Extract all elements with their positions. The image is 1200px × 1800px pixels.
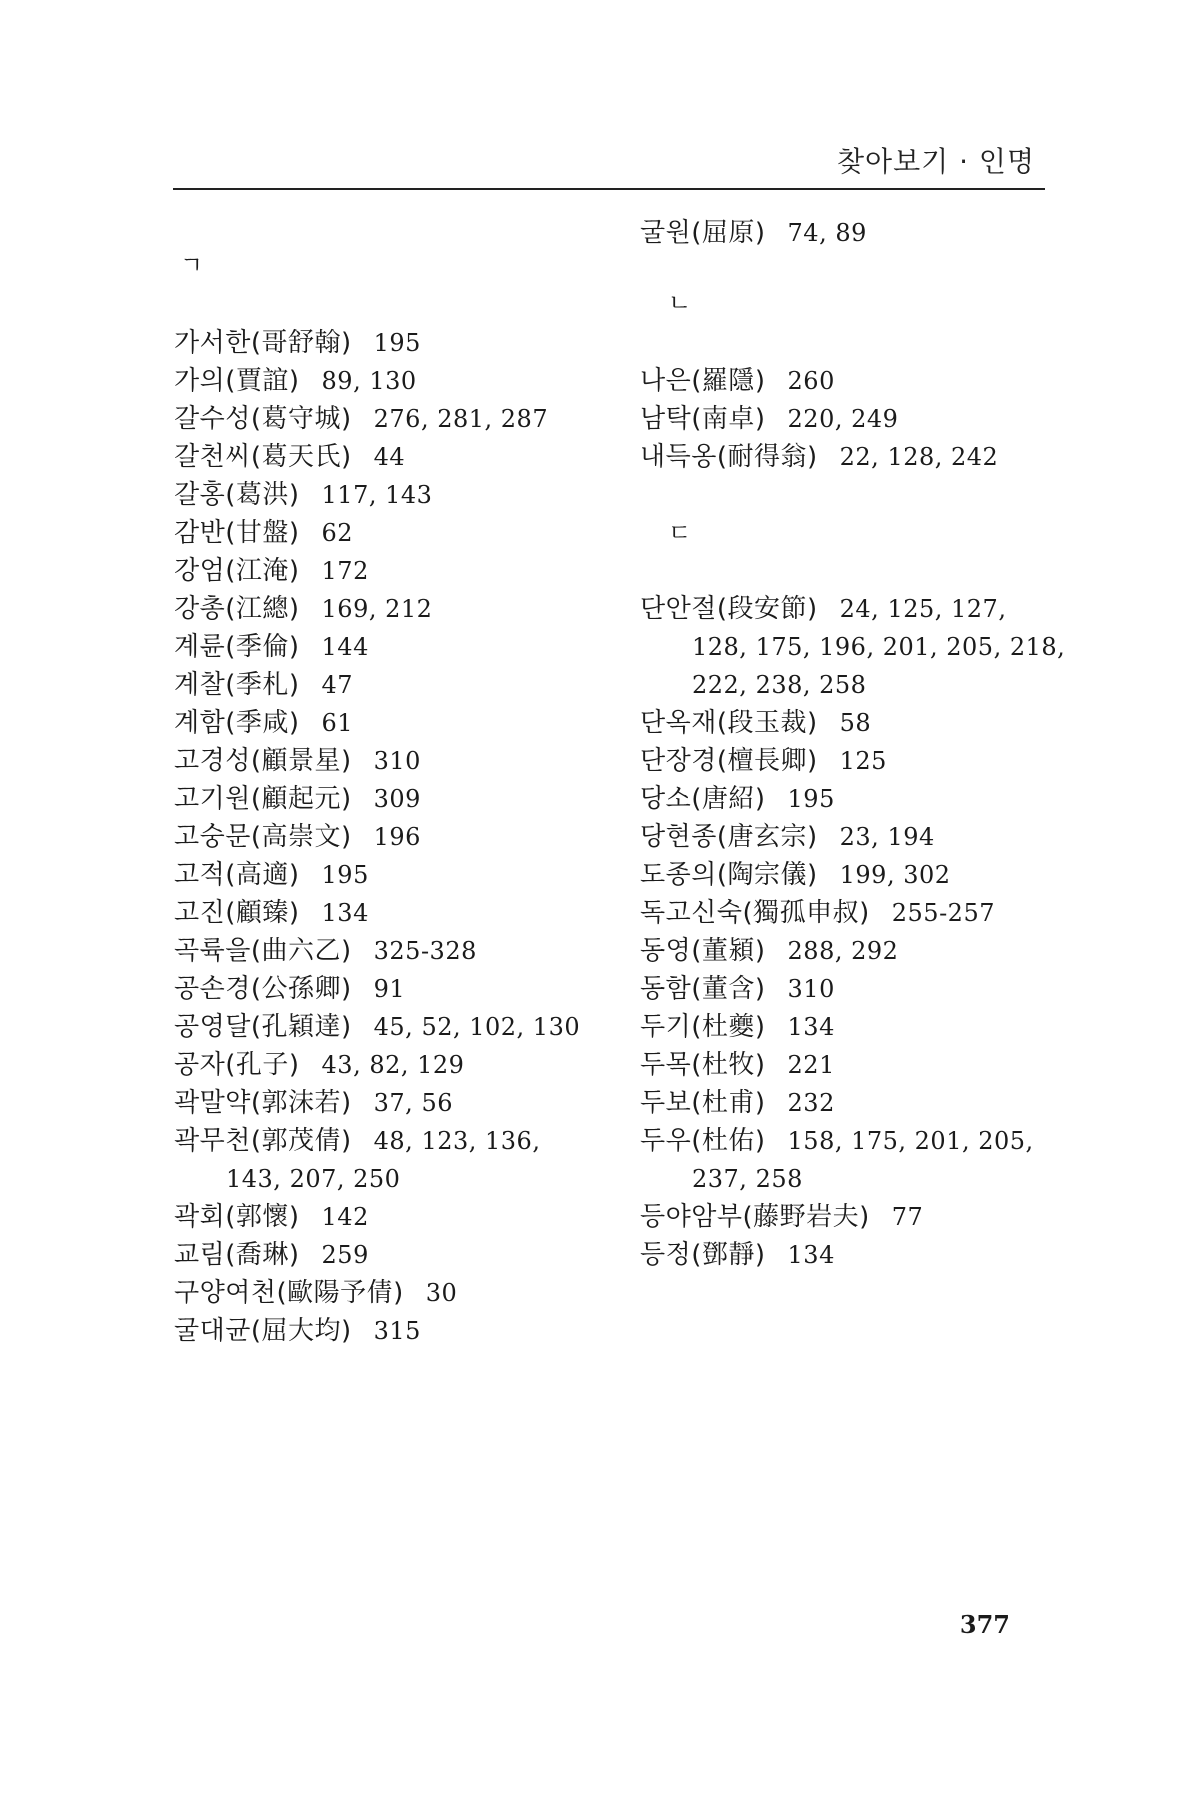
entry-name: 곡륙을(曲六乙) bbox=[174, 936, 352, 966]
section-letter-nieun: ㄴ bbox=[668, 289, 692, 317]
index-entry bbox=[640, 784, 835, 814]
entry-name: 동영(董潁) bbox=[640, 936, 766, 966]
index-entry bbox=[640, 746, 887, 776]
entry-pages: 77 bbox=[891, 1203, 924, 1231]
entry-name: 감반(甘盤) bbox=[174, 518, 300, 548]
entry-name: 고숭문(高崇文) bbox=[174, 822, 352, 852]
index-entry bbox=[640, 822, 935, 852]
index-entry bbox=[640, 860, 951, 890]
index-entry bbox=[640, 594, 1006, 624]
entry-pages: 23, 194 bbox=[839, 823, 935, 851]
index-entry bbox=[640, 404, 898, 434]
entry-name: 두우(杜佑) bbox=[640, 1126, 766, 1156]
index-entry bbox=[174, 594, 432, 624]
index-entry bbox=[174, 1050, 464, 1080]
entry-pages-continuation: 222, 238, 258 bbox=[692, 671, 867, 699]
entry-pages: 260 bbox=[787, 367, 835, 395]
entry-name: 공자(孔子) bbox=[174, 1050, 300, 1080]
entry-pages: 158, 175, 201, 205, bbox=[787, 1127, 1034, 1155]
entry-name: 곽무천(郭茂倩) bbox=[174, 1126, 352, 1156]
entry-pages: 61 bbox=[321, 709, 354, 737]
index-entry bbox=[640, 708, 871, 738]
index-entry bbox=[174, 860, 369, 890]
index-entry bbox=[640, 974, 835, 1004]
entry-name: 당현종(唐玄宗) bbox=[640, 822, 818, 852]
section-letter-giyeok: ㄱ bbox=[180, 251, 204, 279]
entry-pages: 195 bbox=[787, 785, 835, 813]
entry-pages-continuation: 237, 258 bbox=[692, 1165, 803, 1193]
entry-name: 단안절(段安節) bbox=[640, 594, 818, 624]
entry-pages: 58 bbox=[839, 709, 872, 737]
entry-name: 곽회(郭懷) bbox=[174, 1202, 300, 1232]
entry-pages: 172 bbox=[321, 557, 369, 585]
index-entry bbox=[640, 1240, 835, 1270]
page-number: 377 bbox=[959, 1610, 1010, 1639]
entry-pages: 288, 292 bbox=[787, 937, 899, 965]
header-rule bbox=[173, 188, 1045, 190]
index-entry bbox=[174, 670, 353, 700]
entry-name: 굴원(屈原) bbox=[640, 218, 766, 248]
entry-pages: 310 bbox=[787, 975, 835, 1003]
entry-name: 두보(杜甫) bbox=[640, 1088, 766, 1118]
index-entry bbox=[640, 442, 998, 472]
entry-name: 내득옹(耐得翁) bbox=[640, 442, 818, 472]
entry-name: 계함(季咸) bbox=[174, 708, 300, 738]
index-entry bbox=[640, 1202, 923, 1232]
entry-pages: 325-328 bbox=[373, 937, 477, 965]
entry-name: 독고신숙(獨孤申叔) bbox=[640, 898, 870, 928]
entry-pages: 117, 143 bbox=[321, 481, 433, 509]
entry-name: 고진(顧臻) bbox=[174, 898, 300, 928]
entry-name: 동함(董含) bbox=[640, 974, 766, 1004]
entry-name: 고기원(顧起元) bbox=[174, 784, 352, 814]
entry-name: 나은(羅隱) bbox=[640, 366, 766, 396]
entry-pages: 259 bbox=[321, 1241, 369, 1269]
running-head: 찾아보기 · 인명 bbox=[837, 145, 1035, 178]
entry-pages-continuation: 143, 207, 250 bbox=[226, 1165, 401, 1193]
entry-pages: 221 bbox=[787, 1051, 835, 1079]
section-letter-digeut: ㄷ bbox=[668, 519, 692, 547]
entry-name: 두기(杜夔) bbox=[640, 1012, 766, 1042]
entry-pages: 142 bbox=[321, 1203, 369, 1231]
entry-name: 고경성(顧景星) bbox=[174, 746, 352, 776]
index-entry bbox=[174, 1278, 457, 1308]
index-entry bbox=[640, 366, 835, 396]
index-entry bbox=[640, 1050, 835, 1080]
entry-name: 단옥재(段玉裁) bbox=[640, 708, 818, 738]
entry-pages: 48, 123, 136, bbox=[373, 1127, 541, 1155]
entry-pages: 37, 56 bbox=[373, 1089, 453, 1117]
entry-name: 강총(江總) bbox=[174, 594, 300, 624]
entry-name: 단장경(檀長卿) bbox=[640, 746, 818, 776]
entry-pages-continuation: 128, 175, 196, 201, 205, 218, bbox=[692, 633, 1066, 661]
entry-pages: 134 bbox=[787, 1241, 835, 1269]
entry-name: 등야암부(藤野岩夫) bbox=[640, 1202, 870, 1232]
entry-name: 갈천씨(葛天氏) bbox=[174, 442, 352, 472]
entry-pages: 134 bbox=[787, 1013, 835, 1041]
index-entry bbox=[174, 518, 353, 548]
entry-name: 갈홍(葛洪) bbox=[174, 480, 300, 510]
index-entry bbox=[640, 218, 867, 248]
entry-name: 당소(唐紹) bbox=[640, 784, 766, 814]
entry-pages: 22, 128, 242 bbox=[839, 443, 999, 471]
entry-name: 계찰(季札) bbox=[174, 670, 300, 700]
entry-pages: 196 bbox=[373, 823, 421, 851]
index-entry bbox=[174, 898, 369, 928]
entry-pages: 195 bbox=[321, 861, 369, 889]
entry-name: 굴대균(屈大均) bbox=[174, 1316, 352, 1346]
entry-pages: 91 bbox=[373, 975, 406, 1003]
entry-pages: 232 bbox=[787, 1089, 835, 1117]
index-entry bbox=[640, 898, 995, 928]
entry-pages: 47 bbox=[321, 671, 354, 699]
entry-name: 가서한(哥舒翰) bbox=[174, 328, 352, 358]
index-entry bbox=[174, 1240, 369, 1270]
index-entry bbox=[174, 936, 477, 966]
index-entry bbox=[174, 708, 353, 738]
entry-name: 등정(鄧靜) bbox=[640, 1240, 766, 1270]
entry-pages: 89, 130 bbox=[321, 367, 417, 395]
entry-name: 남탁(南卓) bbox=[640, 404, 766, 434]
entry-pages: 276, 281, 287 bbox=[373, 405, 549, 433]
index-entry bbox=[174, 1202, 369, 1232]
index-entry bbox=[174, 1088, 453, 1118]
index-entry bbox=[174, 328, 421, 358]
index-entry bbox=[174, 366, 417, 396]
index-entry bbox=[174, 1012, 580, 1042]
entry-pages: 169, 212 bbox=[321, 595, 433, 623]
entry-pages: 199, 302 bbox=[839, 861, 951, 889]
entry-name: 두목(杜牧) bbox=[640, 1050, 766, 1080]
entry-name: 도종의(陶宗儀) bbox=[640, 860, 818, 890]
entry-pages: 24, 125, 127, bbox=[839, 595, 1007, 623]
entry-pages: 144 bbox=[321, 633, 369, 661]
entry-name: 공손경(公孫卿) bbox=[174, 974, 352, 1004]
entry-name: 교림(喬琳) bbox=[174, 1240, 300, 1270]
index-entry bbox=[174, 1126, 540, 1156]
entry-pages: 315 bbox=[373, 1317, 421, 1345]
index-entry bbox=[174, 974, 405, 1004]
index-entry bbox=[174, 784, 421, 814]
entry-name: 갈수성(葛守城) bbox=[174, 404, 352, 434]
entry-name: 계륜(季倫) bbox=[174, 632, 300, 662]
entry-name: 강엄(江淹) bbox=[174, 556, 300, 586]
index-entry bbox=[174, 1316, 421, 1346]
entry-pages: 44 bbox=[373, 443, 406, 471]
entry-pages: 195 bbox=[373, 329, 421, 357]
index-entry bbox=[174, 480, 432, 510]
entry-pages: 220, 249 bbox=[787, 405, 899, 433]
entry-pages: 62 bbox=[321, 519, 354, 547]
entry-pages: 125 bbox=[839, 747, 887, 775]
entry-name: 곽말약(郭沫若) bbox=[174, 1088, 352, 1118]
index-entry bbox=[174, 556, 369, 586]
entry-name: 가의(賈誼) bbox=[174, 366, 300, 396]
entry-pages: 45, 52, 102, 130 bbox=[373, 1013, 581, 1041]
index-entry bbox=[174, 442, 405, 472]
index-entry bbox=[640, 1088, 835, 1118]
index-entry bbox=[640, 936, 898, 966]
index-entry bbox=[640, 1126, 1034, 1156]
index-entry bbox=[640, 1012, 835, 1042]
index-entry bbox=[174, 822, 421, 852]
entry-pages: 30 bbox=[425, 1279, 458, 1307]
index-entry bbox=[174, 632, 369, 662]
entry-pages: 310 bbox=[373, 747, 421, 775]
index-entry bbox=[174, 404, 548, 434]
entry-pages: 43, 82, 129 bbox=[321, 1051, 465, 1079]
entry-name: 공영달(孔穎達) bbox=[174, 1012, 352, 1042]
entry-name: 구양여천(歐陽予倩) bbox=[174, 1278, 404, 1308]
entry-pages: 309 bbox=[373, 785, 421, 813]
entry-name: 고적(高適) bbox=[174, 860, 300, 890]
index-entry bbox=[174, 746, 421, 776]
entry-pages: 134 bbox=[321, 899, 369, 927]
entry-pages: 255-257 bbox=[891, 899, 995, 927]
entry-pages: 74, 89 bbox=[787, 219, 867, 247]
